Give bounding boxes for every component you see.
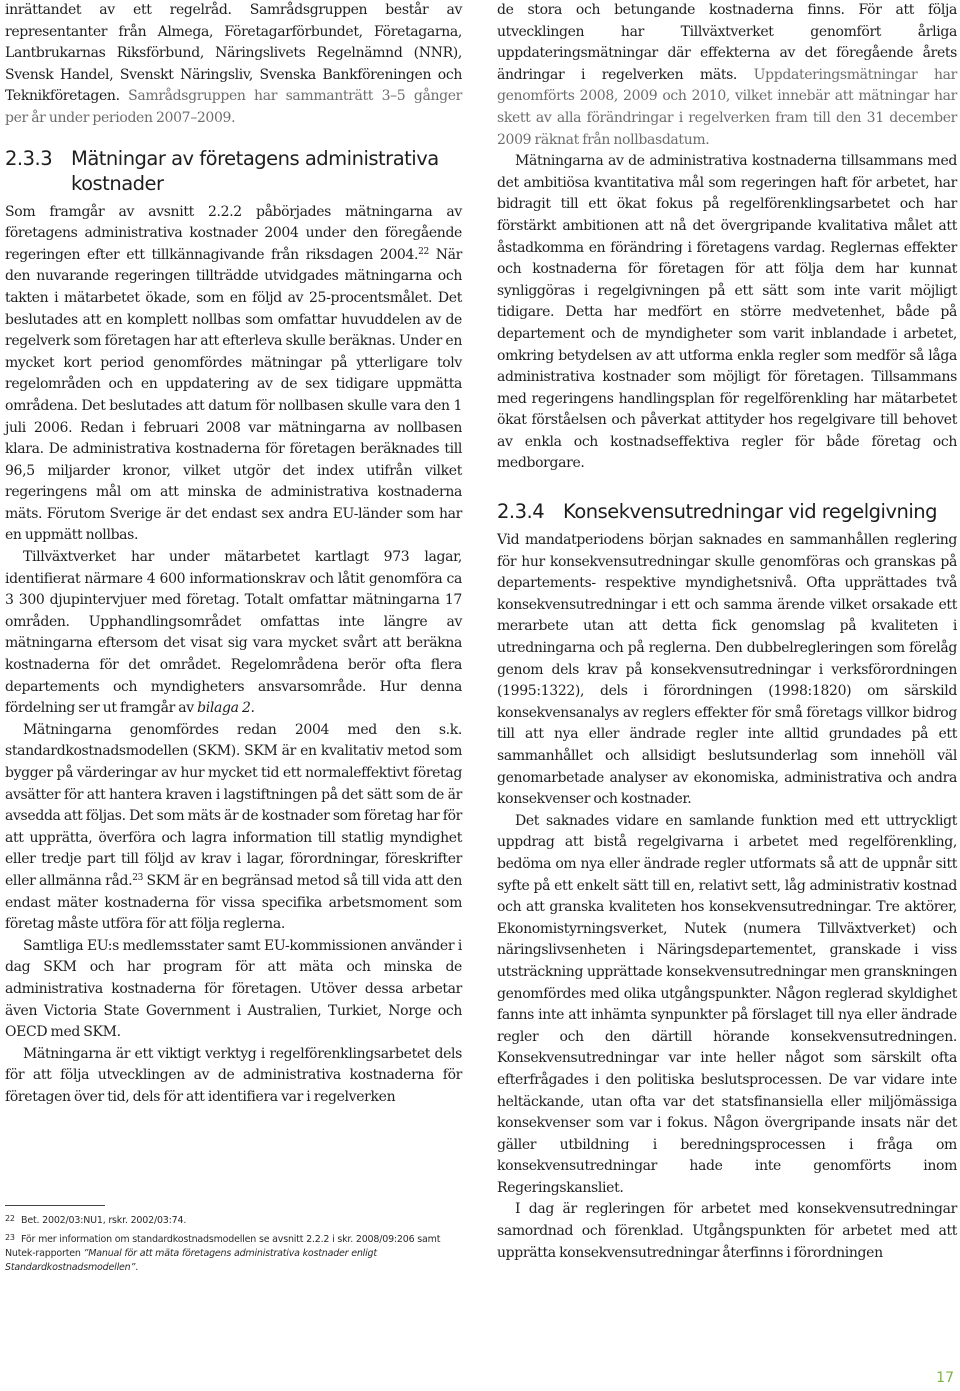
body-paragraph: Vid mandatperiodens början saknades en sammanhållen reglering för hur konsekvensutredningar skulle genomföras och granskas på departements- respektive myndighetsnivå. Ofta upprättades två konsekvensutredningar i ett och samma ärende vilket orsakade ett merarbete utan att detta fick genomslag på kvaliteten i utredningarna och på reglerna. Den dubbelregleringen som förelåg genom dels krav på konsekvensutredningar i verksförordningen (1995:1322), dels i förordningen (1998:1820) om särskild konsekvensanalys av reglers effekter för små företags villkor bidrog till att nya eller ändrade regler inte alltid grundades på ett sammanhållet och allsidigt beslutsunderlag som innehöll väl genomarbetade analyser av ekonomiska, administrativa och andra konsekvenser och kostnader. — [497, 532, 957, 808]
body-paragraph: I dag är regleringen för arbetet med konsekvensutredningar samordnad och förenklad. Utgångspunkten för arbetet med att upprätta konsekvensutredningar återfinns i förordningen — [497, 1201, 957, 1261]
paragraph-text: Tillväxtverket har under mätarbetet kartlagt 973 lagar, identifierat närmare 4 600 informationskrav och låtit genomföra ca 3 300 djupintervjuer med företag. Totalt omfattar mätningarna 17 områden. Upphandlingsområdet omfattas inte längre av mätningarna eftersom det visat sig vara mycket svårt att beräkna kostnaderna för det området. Regelområdena berör ofta flera departements och myndigheters ansvarsområde. Hur denna fördelning ser ut framgår av — [5, 549, 462, 717]
body-paragraph: Mätningarna av de administrativa kostnaderna tillsammans med det ambitiösa kvantitativa mål som regeringen haft för arbetet, har bidragit till ett ökat fokus på regelförenklingsarbetet och har förstärkt ambitionen att nå det övergripande kvalitativa målet att åstadkomma en förändring i företagens vardag. Reglernas effekter och kostnaderna för företagen för att följa dem har kunnat synliggöras i regelgivningen på ett sätt som inte varit möjligt tidigare. Detta har medfört en större medvetenhet, både på departement och de myndigheter som varit inblandade i arbetet, omkring betydelsen av att utforma enkla regler som medför så låga administrativa kostnader som möjligt för företagen. Tillsammans med regeringens handlingsplan för regelförenkling har mätarbetet ökat förståelsen och påverkat attityder hos regelgivare till behovet av enkla och kostnadseffektiva regler för både företag och medborgare. — [497, 153, 957, 472]
footnote-ref-22: 22 — [418, 246, 429, 257]
body-paragraph — [5, 202, 462, 548]
page-number: 17 — [936, 1370, 954, 1386]
intro-text-muted: Samrådsgruppen har sammanträtt 3–5 gånger per år under perioden 2007–2009. — [5, 88, 462, 126]
paragraph-text: de stora och betungande kostnaderna finns. För att följa utvecklingen har Tillväxtverket genomfört årliga uppdateringsmätningar där effekterna av det föregående årets ändringar i regelverken mäts. — [497, 2, 957, 83]
body-paragraph — [5, 720, 462, 936]
paragraph-text: Mätningarna genomfördes redan 2004 med den s.k. standardkostnadsmodellen (SKM). SKM är en kvalitativ metod som bygger på värderingar av hur mycket tid ett normaleffektivt företag avsätter för att hantera kraven i lagstiftningen på det sätt som de är avsedda att följas. Det som mäts är de kostnader som företag har för att upprätta, överföra och lagra information till statlig myndighet eller tredje part till följd av krav i lagar, förordningar, föreskrifter eller allmänna råd. — [5, 721, 462, 889]
appendix-reference: bilaga 2 — [197, 700, 251, 717]
footnote-ref-23: 23 — [132, 872, 143, 883]
intro-paragraph — [5, 0, 462, 130]
footnote-number: 22 — [5, 1214, 15, 1223]
body-paragraph: Det saknades vidare en samlande funktion med ett uttryckligt uppdrag att bistå regelgivarna i arbetet med regelförenkling, bedöma om nya eller ändrade regler utformats så att de uppnår sitt syfte på ett enkelt sätt till en, relativt sett, låg administrativ kostnad och att granska kvaliteten hos konsekvensutredningar. Tre aktörer, Ekonomistyrningsverket, Nutek (numera Tillväxtverket) och näringslivsenheten i Näringsdepartementet, granskade i viss utsträckning upprättade konsekvensutredningar men granskningen genomfördes med olika utgångspunkter. Någon reglerad skyldighet fanns inte att inhämta synpunkter på förslaget till nya eller ändrade regler och den därtill hörande konsekvensutredningen. Konsekvensutredningar var inte heller något som särskilt ofta efterfrågades i den politiska beslutsprocessen. De var vidare inte heltäckande, utan ofta var det statsfinansiella eller miljömässiga konsekvenser som var i fokus. Någon övergripande insats när det gäller utbildning i beredningsprocessen i fråga om konsekvensutredningar hade inte genomförts inom Regeringskansliet. — [497, 812, 957, 1196]
footnote-text: . — [135, 1262, 139, 1273]
footnote-text: Bet. 2002/03:NU1, rskr. 2002/03:74. — [21, 1215, 187, 1226]
body-paragraph: Mätningarna är ett viktigt verktyg i regelförenklingsarbetet dels för att följa utvecklingen av de administrativa kostnaderna för företagen över tid, dels för att identifiera var i regelverken — [5, 1045, 462, 1105]
footnote-text: För mer information om standardkostnadsmodellen se avsnitt 2.2.2 i skr. 2008/09:206 samt Nutek-rapporten — [5, 1234, 441, 1259]
section-number: 2.3.4 — [497, 500, 545, 524]
right-column — [497, 0, 957, 1264]
paragraph-text-muted: Uppdateringsmätningar har genomförts 2008, 2009 och 2010, vilket innebär att mätningar har skett av alla förändringar i regelverken fram till den 31 december 2009 räknat från nollbasdatum. — [497, 66, 957, 148]
body-paragraph — [5, 547, 462, 720]
left-column — [5, 0, 462, 1109]
section-title: Mätningar av företagens administrativa kostnader — [71, 146, 439, 195]
footnote-23 — [5, 1231, 465, 1275]
footnote-report-title: ”Manual för att mäta företagens administrativa kostnader enligt Standardkostnadsmodellen” — [5, 1248, 377, 1273]
paragraph-text: När den nuvarande regeringen tillträdde utvidgades mätningarna och takten i mätarbetet ökade, som en följd av 25-procentsmålet. Det beslutades att en komplett nollbas som omfattar huvuddelen av de regelverk som företagen har att efterleva skulle beräknas. Under en mycket kort period genomfördes mätningar på ytterligare tolv regelområden och en uppdatering av de sex tidigare uppmätta områdena. Det beslutades att datum för nollbasen skulle vara den 1 juli 2006. Redan i februari 2008 var mätningarna av nollbasen klara. De administrativa kostnaderna för företagen beräknades till 96,5 miljarder kronor, vilket utgör det index utifrån vilket regeringens mål om att minska de administrativa kostnaderna mäts. Förutom Sverige är det endast sex andra EU-länder som har en uppmätt nollbas. — [5, 246, 462, 544]
body-paragraph — [497, 0, 957, 151]
footnotes — [5, 1212, 465, 1278]
footnote-number: 23 — [5, 1233, 15, 1242]
intro-text: inrättandet av ett regelråd. Samrådsgruppen består av representanter från Almega, Företagarförbundet, Företagarna, Lantbrukarnas Riksförbund, Näringslivets Regelnämnd (NNR), Svensk Handel, Svenskt Näringsliv, Svenska Bankföreningen och Teknikföretagen. — [5, 2, 462, 105]
section-number: 2.3.3 — [5, 146, 53, 170]
footnote-22 — [5, 1212, 465, 1228]
paragraph-text: . — [250, 700, 255, 717]
section-heading-2-3-3 — [5, 146, 462, 196]
footnote-divider — [5, 1205, 105, 1206]
paragraph-text: Som framgår av avsnitt 2.2.2 påbörjades mätningarna av företagens administrativa kostnader 2004 under den föregående regeringen efter ett tillkännagivande från riksdagen 2004. — [5, 203, 462, 263]
section-title: Konsekvensutredningar vid regelgivning — [563, 500, 938, 524]
body-paragraph: Samtliga EU:s medlemsstater samt EU-kommissionen använder i dag SKM och har program för att mäta och minska de administrativa kostnaderna för företagen. Utöver dessa arbetar även Victoria State Government i Australien, Turkiet, Norge och OECD med SKM. — [5, 937, 462, 1041]
section-heading-2-3-4 — [497, 499, 957, 524]
paragraph-text: SKM är en begränsad metod så till vida att den endast mäter kostnaderna för vissa specifika arbetsmoment som företag måste utföra för att följa reglerna. — [5, 872, 463, 933]
